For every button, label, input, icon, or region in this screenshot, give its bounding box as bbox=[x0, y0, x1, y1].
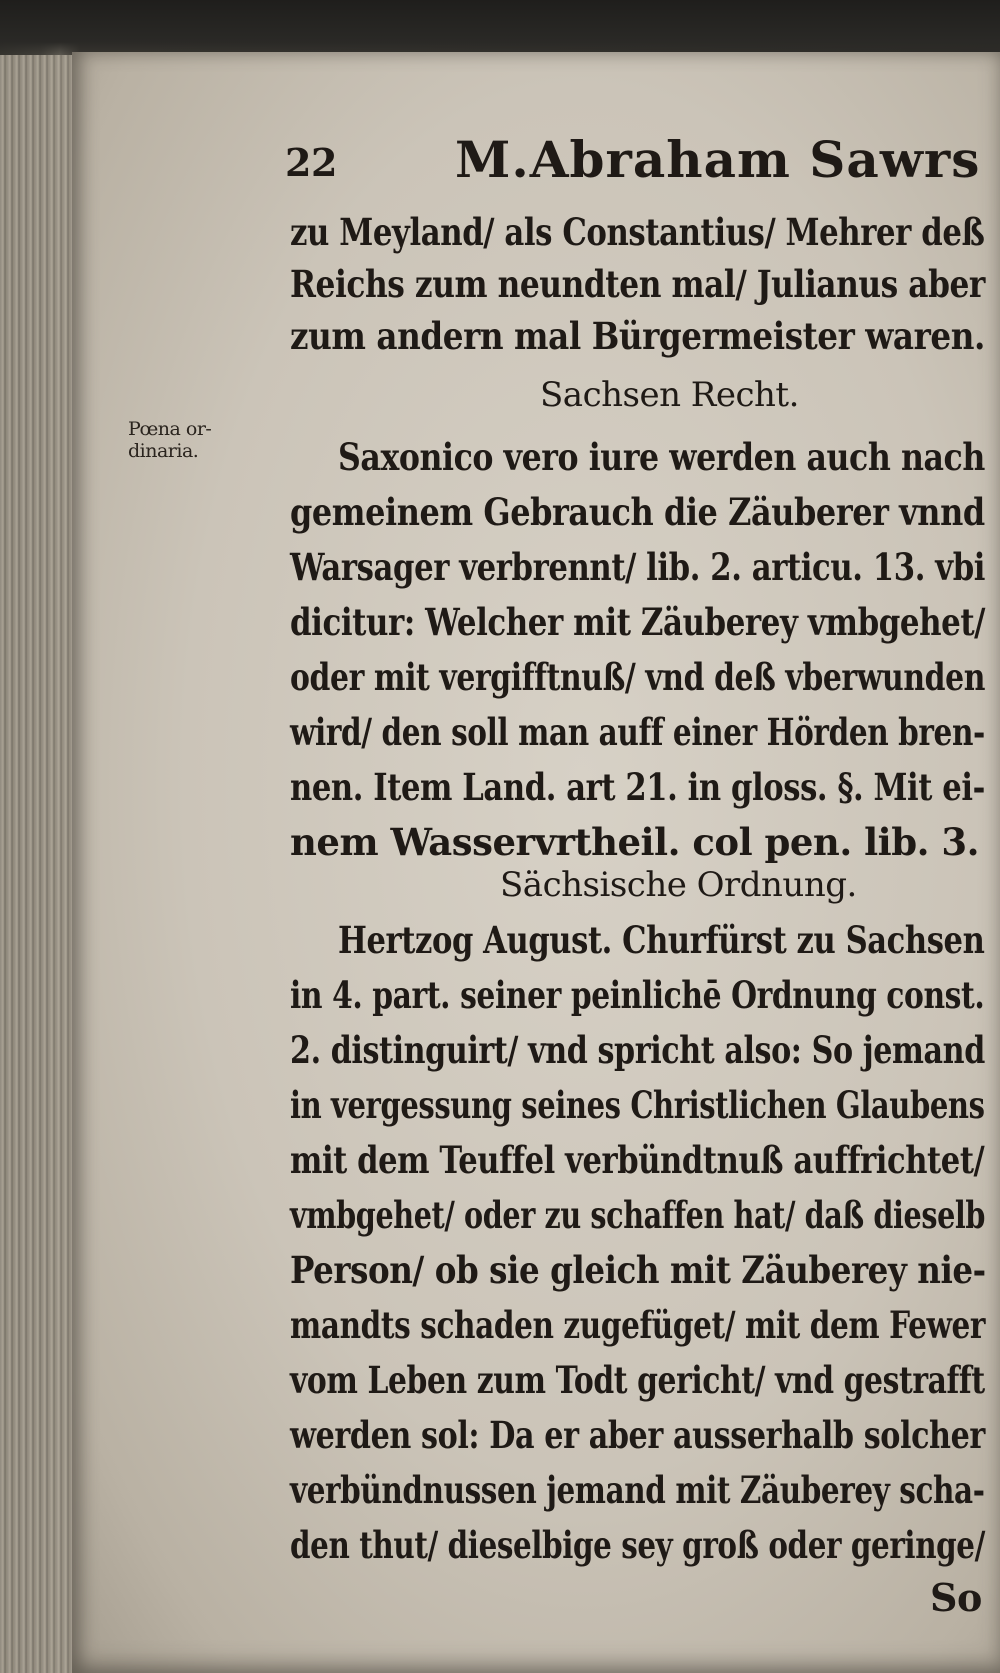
top-shadow bbox=[0, 0, 1000, 60]
body-line: zu Meyland/ als Constantius/ Mehrer deß bbox=[290, 210, 985, 254]
body-line: werden sol: Da er aber ausserhalb solcher bbox=[290, 1413, 985, 1457]
body-line: oder mit vergifftnuß/ vnd deß vberwunden bbox=[290, 655, 986, 699]
body-line: Reichs zum neundten mal/ Julianus aber bbox=[290, 262, 985, 306]
body-line: Person/ ob sie gleich mit Zäuberey nie- bbox=[290, 1248, 986, 1292]
body-line: nen. Item Land. art 21. in gloss. §. Mit ei- bbox=[290, 765, 985, 809]
running-head: M.Abraham Sawrs bbox=[455, 130, 981, 189]
body-line: vmbgehet/ oder zu schaffen hat/ daß dieselb bbox=[290, 1193, 986, 1237]
body-line: Warsager verbrennt/ lib. 2. articu. 13. vbi bbox=[290, 545, 986, 589]
body-line: den thut/ dieselbige sey groß oder geringe/ bbox=[290, 1523, 985, 1567]
body-line: gemeinem Gebrauch die Zäuberer vnnd bbox=[290, 490, 985, 534]
page-edges bbox=[0, 55, 80, 1673]
body-line: verbündnussen jemand mit Zäuberey scha- bbox=[290, 1468, 985, 1512]
margin-note-line: dinaria. bbox=[128, 440, 199, 462]
margin-note-line: Pœna or- bbox=[128, 418, 212, 440]
body-line: mit dem Teuffel verbündtnuß auffrichtet/ bbox=[290, 1138, 985, 1182]
body-line: vom Leben zum Todt gericht/ vnd gestrafft bbox=[290, 1358, 985, 1402]
section-heading: Sachsen Recht. bbox=[540, 375, 799, 415]
body-line: zum andern mal Bürgermeister waren. bbox=[290, 314, 985, 358]
page-number: 22 bbox=[285, 140, 337, 185]
body-line: Hertzog August. Churfürst zu Sachsen bbox=[338, 918, 985, 962]
section-heading: Sächsische Ordnung. bbox=[500, 865, 857, 905]
body-line: wird/ den soll man auff einer Hörden bren- bbox=[290, 710, 985, 754]
body-line: mandts schaden zugefüget/ mit dem Fewer bbox=[290, 1303, 986, 1347]
body-line: 2. distinguirt/ vnd spricht also: So jemand bbox=[290, 1028, 985, 1072]
body-line: in vergessung seines Christlichen Glaubens bbox=[290, 1083, 985, 1127]
body-line: nem Wasservrtheil. col pen. lib. 3. bbox=[290, 820, 979, 864]
catchword: So bbox=[930, 1575, 982, 1620]
body-line: in 4. part. seiner peinlichē Ordnung const. bbox=[290, 973, 985, 1017]
body-line: dicitur: Welcher mit Zäuberey vmbgehet/ bbox=[290, 600, 986, 644]
body-line: Saxonico vero iure werden auch nach bbox=[338, 435, 985, 479]
